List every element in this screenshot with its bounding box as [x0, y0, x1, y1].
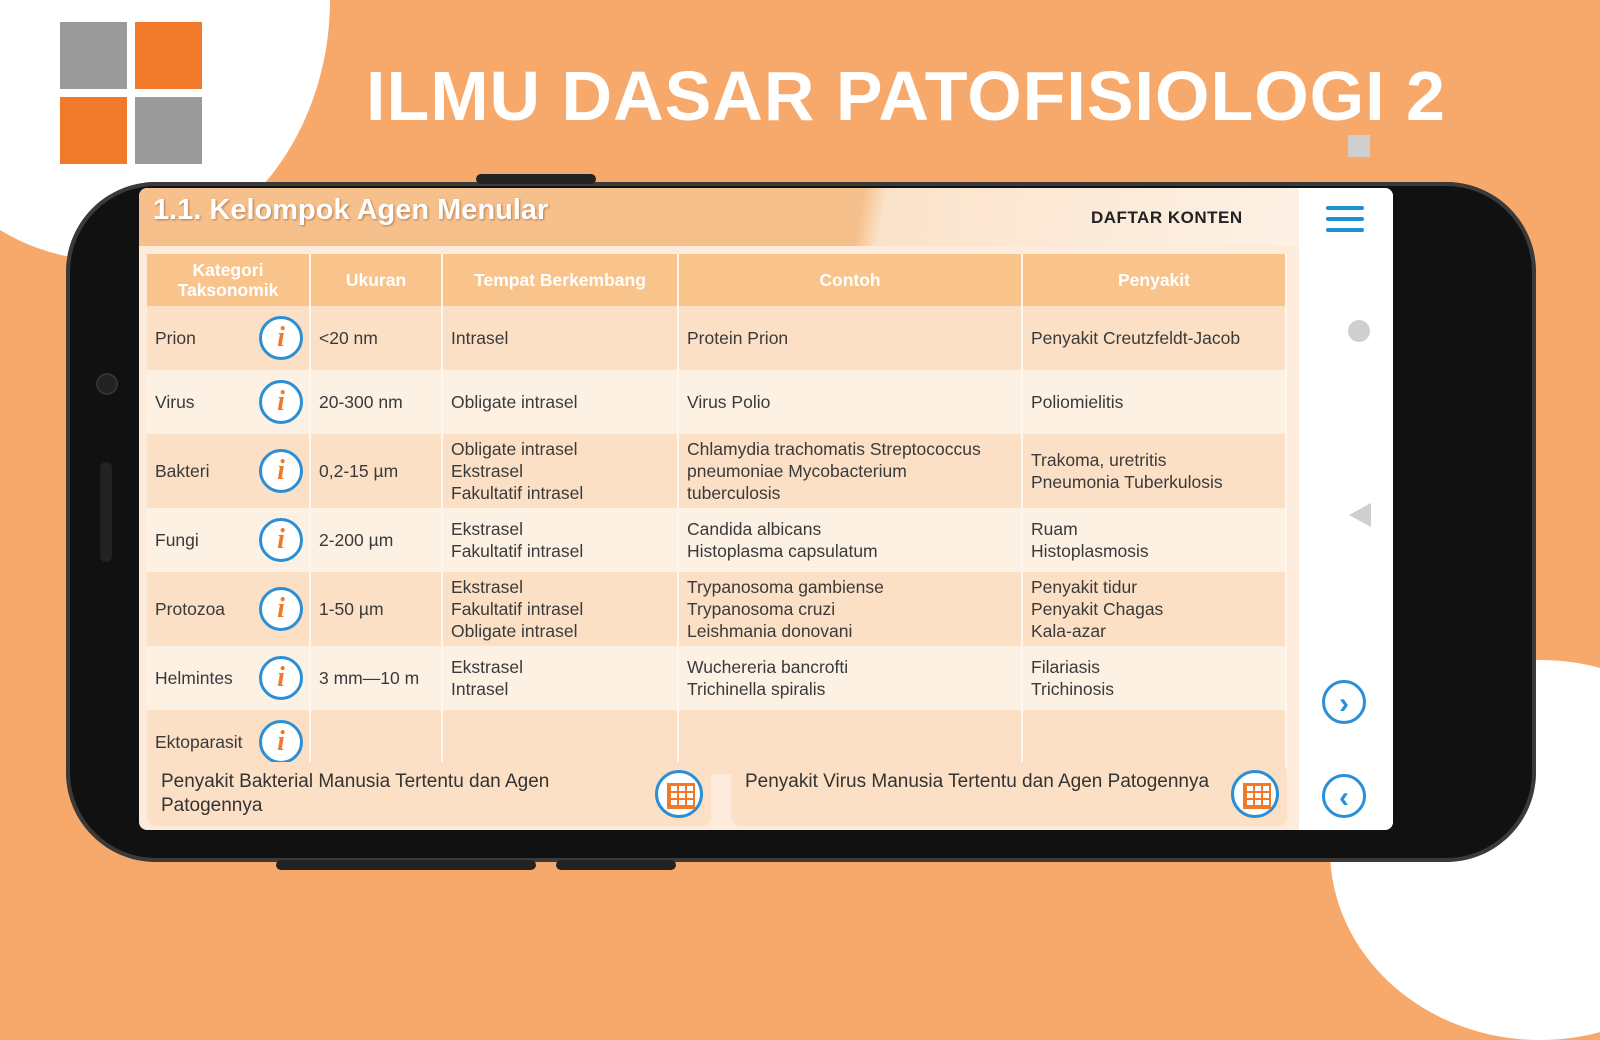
phone-button	[476, 174, 596, 184]
logo-square-gray	[135, 97, 202, 164]
contoh-line: Trypanosoma gambiense	[687, 577, 884, 597]
recent-apps-icon[interactable]	[1348, 135, 1370, 157]
contoh-cell	[678, 434, 1022, 508]
table-row	[147, 370, 1286, 434]
contoh-cell	[678, 508, 1022, 572]
size-cell: 1-50 µm	[310, 572, 442, 646]
contoh-line: Chlamydia trachomatis Streptococcus	[687, 439, 981, 459]
chevron-left-icon[interactable]: ‹	[1322, 774, 1366, 818]
category-label: Prion	[155, 328, 196, 348]
column-header: Contoh	[678, 254, 1022, 306]
home-icon[interactable]	[1348, 320, 1370, 342]
chevron-right-icon[interactable]: ›	[1322, 680, 1366, 724]
tempat-line: Obligate intrasel	[451, 392, 578, 412]
info-icon[interactable]: i	[259, 587, 303, 631]
table-of-contents-link[interactable]: DAFTAR KONTEN	[1091, 208, 1243, 227]
contoh-line: Virus Polio	[687, 392, 771, 412]
category-cell	[147, 434, 310, 508]
table-row	[147, 572, 1286, 646]
size-cell: 3 mm—10 m	[310, 646, 442, 710]
tempat-line: Intrasel	[451, 679, 509, 699]
contoh-cell	[678, 572, 1022, 646]
size-cell: 20-300 nm	[310, 370, 442, 434]
penyakit-cell	[1022, 572, 1286, 646]
category-label: Virus	[155, 392, 195, 412]
table-icon[interactable]	[655, 770, 703, 818]
penyakit-cell	[1022, 508, 1286, 572]
logo-square-orange	[135, 22, 202, 89]
penyakit-line: Penyakit tidur	[1031, 577, 1138, 597]
hamburger-menu-icon[interactable]	[1326, 206, 1364, 236]
info-icon[interactable]: i	[259, 316, 303, 360]
tempat-cell	[442, 508, 678, 572]
penyakit-line: Trichinosis	[1031, 679, 1114, 699]
related-link-card[interactable]	[147, 762, 711, 826]
speaker-slot	[100, 462, 112, 562]
contoh-line: Trichinella spiralis	[687, 679, 826, 699]
penyakit-line: Penyakit Creutzfeldt-Jacob	[1031, 328, 1241, 348]
tempat-cell	[442, 646, 678, 710]
info-icon[interactable]: i	[259, 380, 303, 424]
penyakit-cell	[1022, 434, 1286, 508]
logo-square-orange	[60, 97, 127, 164]
contoh-cell	[678, 646, 1022, 710]
title-bar	[139, 188, 1299, 246]
penyakit-line: Pneumonia Tuberkulosis	[1031, 472, 1223, 492]
category-cell	[147, 572, 310, 646]
back-icon[interactable]	[1349, 503, 1371, 527]
contoh-line: Leishmania donovani	[687, 621, 853, 641]
camera-icon	[98, 375, 116, 393]
category-cell	[147, 646, 310, 710]
related-link-label: Penyakit Virus Manusia Tertentu dan Agen Patogennya	[745, 771, 1210, 792]
penyakit-cell	[1022, 306, 1286, 370]
table-row	[147, 434, 1286, 508]
contoh-line: Protein Prion	[687, 328, 789, 348]
category-label: Protozoa	[155, 599, 226, 619]
contoh-cell	[678, 370, 1022, 434]
table-header-row	[147, 254, 1286, 306]
contoh-cell	[678, 306, 1022, 370]
tempat-line: Ekstrasel	[451, 657, 523, 677]
info-icon[interactable]: i	[259, 656, 303, 700]
contoh-line: pneumoniae Mycobacterium	[687, 461, 907, 481]
table-row	[147, 646, 1286, 710]
tempat-line: Intrasel	[451, 328, 509, 348]
banner-title: ILMU DASAR PATOFISIOLOGI 2	[366, 57, 1446, 135]
column-header: Penyakit	[1022, 254, 1286, 306]
column-header: Kategori Taksonomik	[147, 254, 310, 306]
info-icon[interactable]: i	[259, 720, 303, 764]
tempat-line: Fakultatif intrasel	[451, 483, 584, 503]
size-cell: 0,2-15 µm	[310, 434, 442, 508]
category-cell	[147, 508, 310, 572]
contoh-line: Candida albicans	[687, 519, 822, 539]
column-header: Tempat Berkembang	[442, 254, 678, 306]
category-cell	[147, 306, 310, 370]
related-link-card[interactable]	[731, 762, 1287, 826]
tempat-cell	[442, 572, 678, 646]
app-logo	[60, 22, 202, 164]
category-cell	[147, 370, 310, 434]
contoh-line: Trypanosoma cruzi	[687, 599, 836, 619]
table-row	[147, 508, 1286, 572]
category-label: Fungi	[155, 530, 199, 550]
size-cell: <20 nm	[310, 306, 442, 370]
column-header: Ukuran	[310, 254, 442, 306]
penyakit-line: Poliomielitis	[1031, 392, 1124, 412]
tempat-line: Fakultatif intrasel	[451, 541, 584, 561]
phone-button	[556, 860, 676, 870]
tempat-cell	[442, 306, 678, 370]
tempat-line: Fakultatif intrasel	[451, 599, 584, 619]
penyakit-line: Filariasis	[1031, 657, 1101, 677]
category-label: Helmintes	[155, 668, 233, 688]
penyakit-line: Kala-azar	[1031, 621, 1106, 641]
info-icon[interactable]: i	[259, 449, 303, 493]
phone-button	[276, 860, 536, 870]
category-label: Bakteri	[155, 461, 210, 481]
logo-square-gray	[60, 22, 127, 89]
penyakit-line: Penyakit Chagas	[1031, 599, 1164, 619]
tempat-line: Obligate intrasel	[451, 439, 578, 459]
agents-table	[147, 254, 1287, 774]
contoh-line: Histoplasma capsulatum	[687, 541, 878, 561]
tempat-line: Ekstrasel	[451, 461, 523, 481]
related-link-label: Penyakit Bakterial Manusia Tertentu dan Agen Patogennya	[161, 771, 550, 816]
page-title: 1.1. Kelompok Agen Menular	[153, 194, 549, 226]
table-icon[interactable]	[1231, 770, 1279, 818]
tempat-line: Ekstrasel	[451, 519, 523, 539]
table-row	[147, 306, 1286, 370]
contoh-line: Wuchereria bancrofti	[687, 657, 849, 677]
tempat-cell	[442, 434, 678, 508]
penyakit-line: Trakoma, uretritis	[1031, 450, 1167, 470]
phone-frame	[66, 182, 1536, 862]
category-label: Ektoparasit	[155, 732, 243, 752]
penyakit-line: Histoplasmosis	[1031, 541, 1149, 561]
side-panel	[1299, 188, 1393, 830]
tempat-line: Ekstrasel	[451, 577, 523, 597]
penyakit-cell	[1022, 370, 1286, 434]
contoh-line: tuberculosis	[687, 483, 781, 503]
tempat-line: Obligate intrasel	[451, 621, 578, 641]
size-cell: 2-200 µm	[310, 508, 442, 572]
info-icon[interactable]: i	[259, 518, 303, 562]
app-screen	[139, 188, 1393, 830]
penyakit-cell	[1022, 646, 1286, 710]
tempat-cell	[442, 370, 678, 434]
penyakit-line: Ruam	[1031, 519, 1078, 539]
